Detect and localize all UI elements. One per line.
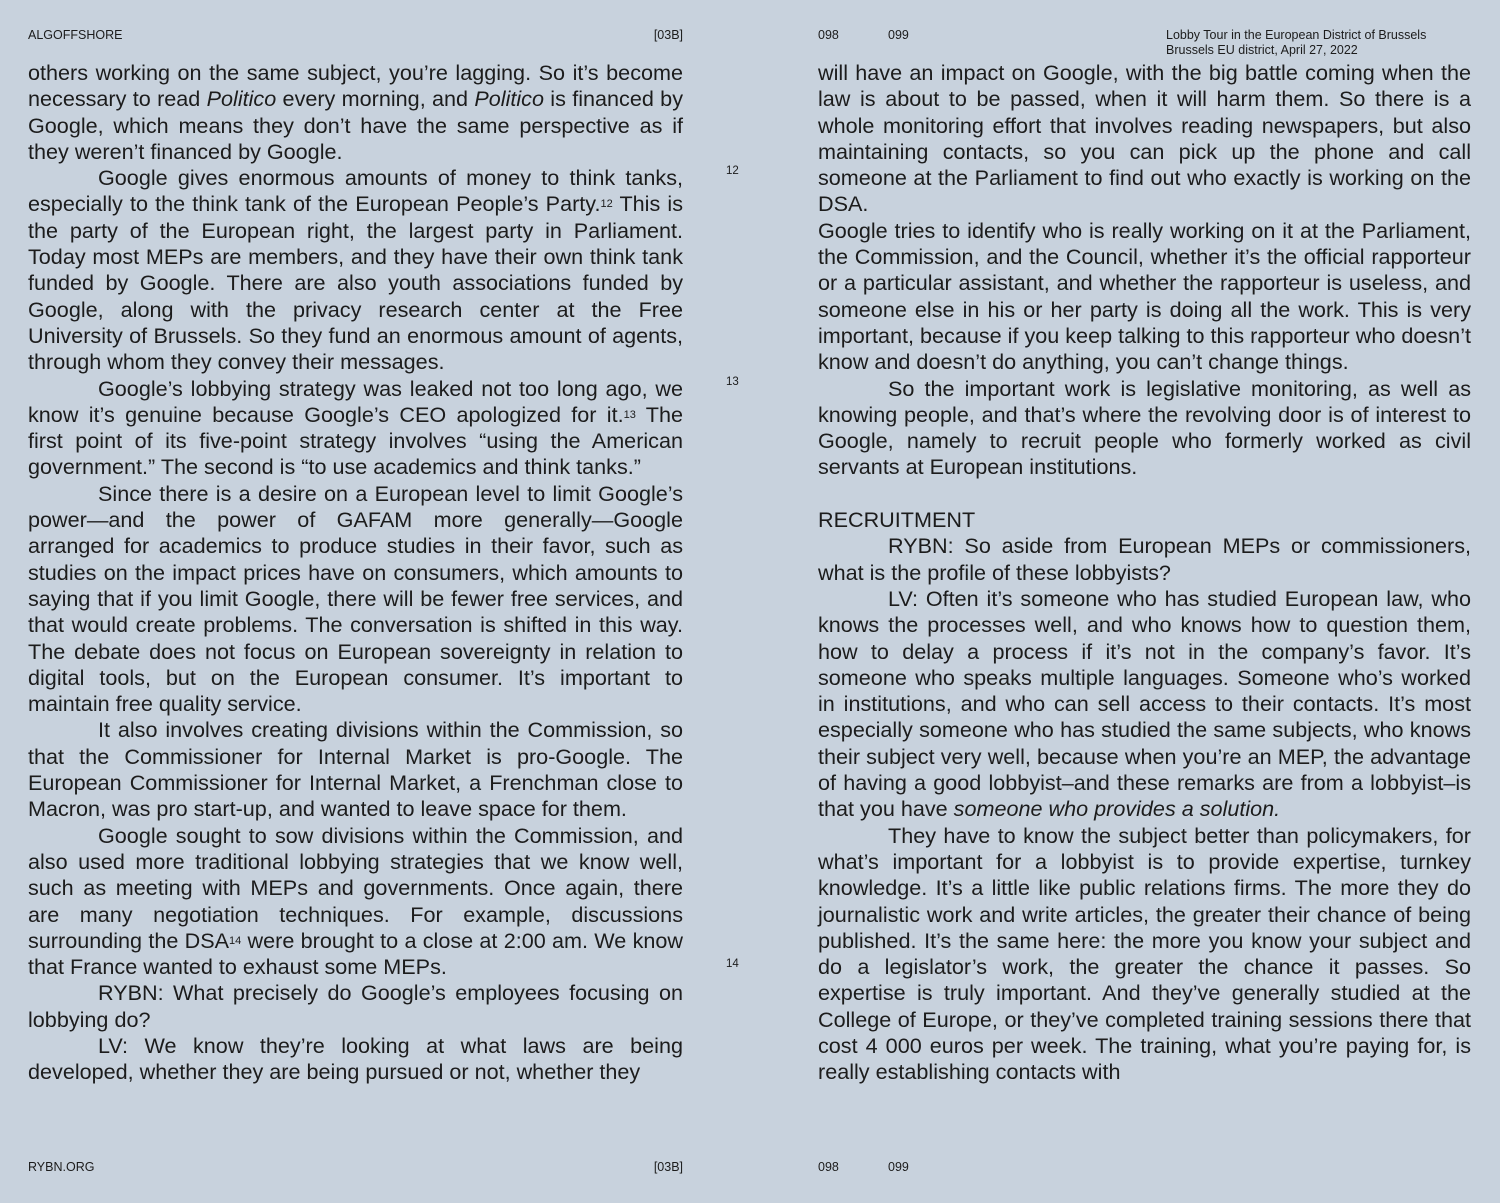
footer-site: RYBN.ORG	[28, 1160, 95, 1174]
paragraph: RYBN: So aside from European MEPs or commissioners, what is the profile of these lobbyists?	[818, 533, 1471, 585]
running-header	[818, 28, 1471, 57]
footnote-ref: 13	[623, 408, 636, 421]
paragraph: LV: We know they’re looking at what laws are being developed, whether they are being pursued or not, whether they	[28, 1032, 683, 1085]
paragraph: LV: Often it’s someone who has studied European law, who knows the processes well, and who knows how to question them, how to delay a process if it’s not in the company’s favor. It’s someone who speaks multiple languages. Someone who’s worked in institutions, and who can sell access to their contacts. It’s most especially someone who has studied the same subjects, who knows their subject very well, because when you’re an MEP, the advantage of having a good lobbyist–and these remarks are from a lobbyist–is that you have someone who provides a solution.	[818, 585, 1471, 822]
page-number: 098	[818, 28, 839, 42]
footer-page-number: 099	[888, 1160, 909, 1174]
margin-note-number: 14	[726, 958, 739, 970]
left-page	[28, 0, 739, 1203]
paragraph: Since there is a desire on a European level to limit Google’s power—and the power of GAFAM more generally—Google arranged for academics to produce studies in their favor, such as studies on the impact prices have on consumers, which amounts to saying that if you limit Google, there will be fewer free services, and that would create problems. The conversation is shifted in this way. The debate does not focus on European sovereignty in relation to digital tools, but on the European consumer. It’s important to maintain free quality service.	[28, 480, 683, 717]
series-title: ALGOFFSHORE	[28, 28, 123, 42]
running-header	[28, 28, 683, 43]
paragraph: It also involves creating divisions within the Commission, so that the Commissioner for Internal Market is pro-Google. The European Commissioner for Internal Market, a Frenchman close to Macron, was pro start-up, and wanted to leave space for them.	[28, 717, 683, 822]
footnote-ref: 14	[229, 934, 242, 947]
footnote-ref: 12	[600, 198, 613, 211]
paragraph: So the important work is legislative monitoring, as well as knowing people, and that’s where the revolving door is of interest to Google, namely to recruit people who formerly worked as civil servants at European institutions.	[818, 375, 1471, 480]
page-footer	[818, 1160, 1471, 1175]
margin-note-number: 12	[726, 165, 739, 177]
right-body-text	[818, 60, 1471, 1086]
chapter-code: [03B]	[653, 28, 683, 42]
page-number: 099	[888, 28, 909, 42]
paragraph: They have to know the subject better than policymakers, for what’s important for a lobbyist is to provide expertise, turnkey knowledge. It’s a little like public relations firms. The more they do journalistic work and write articles, the greater their chance of being published. It’s the same here: the more you know your subject and do a legislator’s work, the greater the chance it passes. So expertise is truly important. And they’ve generally studied at the College of Europe, or they’ve completed training sessions there that cost 4 000 euros per week. The training, what you’re paying for, is really establishing contacts with	[818, 822, 1471, 1085]
section-heading: RECRUITMENT	[818, 507, 976, 533]
paragraph: others working on the same subject, you’re lagging. So it’s become necessary to read Politico every morning, and Politico is financed by Google, which means they don’t have the same perspective as if they weren’t financed by Google.	[28, 60, 683, 164]
paragraph: Google’s lobbying strategy was leaked not too long ago, we know it’s genuine because Google’s CEO apologized for it.$^{13}$ The first point of its five-point strategy involves “using the American government.” The second is “to use academics and think tanks.”	[28, 375, 684, 480]
paragraph: RYBN: What precisely do Google’s employees focusing on lobbying do?	[28, 980, 683, 1032]
margin-note-number: 13	[726, 376, 739, 388]
right-page	[818, 0, 1471, 1203]
footer-page-number: 098	[818, 1160, 839, 1174]
footer-code: [03B]	[653, 1160, 683, 1174]
section-title: Lobby Tour in the European District of Brussels Brussels EU district, April 27, 2022	[1166, 28, 1427, 57]
paragraph: Google sought to sow divisions within the Commission, and also used more traditional lobbying strategies that we know well, such as meeting with MEPs and governments. Once again, there are many negotiation techniques. For example, discussions surrounding the DSA$^{14}$ were brought to a close at 2:00 am. We know that France wanted to exhaust some MEPs.	[28, 822, 683, 980]
paragraph: will have an impact on Google, with the big battle coming when the law is about to be passed, when it will harm them. So there is a whole monitoring effort that involves reading newspapers, but also maintaining contacts, so you can pick up the phone and call someone at the Parliament to find out who exactly is working on the DSA.	[818, 60, 1471, 217]
paragraph: Google gives enormous amounts of money to think tanks, especially to the think tank of the European People’s Party.$^{12}$ This is the party of the European right, the largest party in Parliament. Today most MEPs are members, and they have their own think tank funded by Google. There are also youth associations funded by Google, along with the privacy research center at the Free University of Brussels. So they fund an enormous amount of agents, through whom they convey their messages.	[28, 165, 683, 375]
paragraph: Google tries to identify who is really working on it at the Parliament, the Commission, and the Council, whether it’s the official rapporteur or a particular assistant, and whether the rapporteur is useless, and someone else in his or her party is doing all the work. This is very important, because if you keep talking to this rapporteur who doesn’t know and doesn’t do anything, you can’t change things.	[818, 217, 1471, 375]
page-footer	[28, 1160, 683, 1175]
left-body-text	[28, 60, 683, 1086]
